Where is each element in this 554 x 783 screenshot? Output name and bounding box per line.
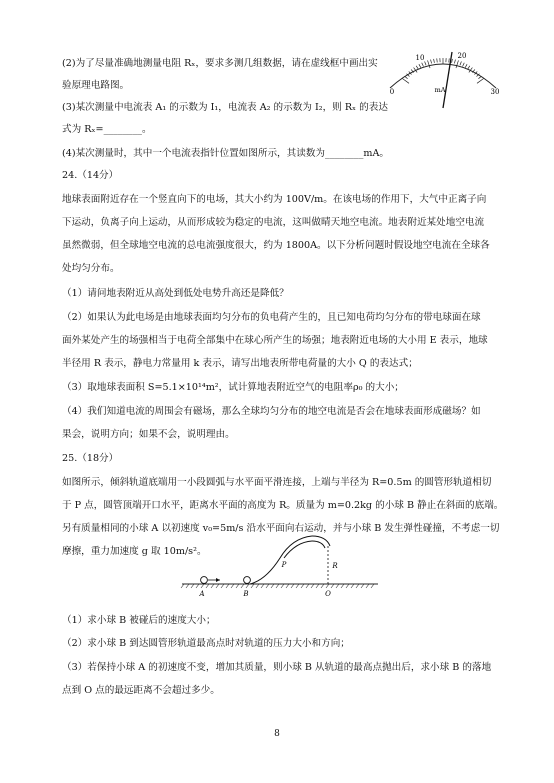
hatch-mark <box>366 584 369 588</box>
hatch-mark <box>336 584 339 588</box>
hatch-mark <box>271 584 274 588</box>
text-line: （4）我们知道电流的周围会有磁场，那么全球均匀分布的地空电流是否会在地球表面形成磁场？如 <box>62 406 481 417</box>
hatch-mark <box>326 584 329 588</box>
label-p: P <box>281 561 287 569</box>
hatch-mark <box>281 584 284 588</box>
dial-tick <box>416 66 418 69</box>
hatch-mark <box>266 584 269 588</box>
hatch-mark <box>311 584 314 588</box>
hatch-mark <box>361 584 364 588</box>
hatch-mark <box>301 584 304 588</box>
text-line: 如图所示，倾斜轨道底端用一小段圆弧与水平面平滑连接，上端与半径为 R=0.5m 的圆管形轨道相切 <box>62 477 492 488</box>
text-line: 式为 Rₓ=________。 <box>62 124 152 135</box>
text-line: 摩擦，重力加速度 g 取 10m/s²。 <box>62 546 207 557</box>
hatch-mark <box>316 584 319 588</box>
question-25-heading: 25.（18分） <box>62 453 119 464</box>
ball-b <box>244 577 251 584</box>
text-line: （3）取地球表面积 S=5.1×10¹⁴m²，试计算地表附近空气的电阻率ρ₀ 的大小； <box>62 382 404 393</box>
track-figure <box>180 520 380 602</box>
label-a: A <box>199 590 205 598</box>
text-line: 处均匀分布。 <box>62 263 120 274</box>
label-r: R <box>332 562 338 570</box>
text-line: （2）如果认为此电场是由地球表面均匀分布的负电荷产生的，且已知电荷均匀分布的带电球面在球 <box>62 312 481 323</box>
dial-tick <box>454 60 455 64</box>
text-line: （1）请问地表附近从高处到低处电势升高还是降低？ <box>62 288 289 299</box>
text-line: 虽然微弱，但全球地空电流的总电流强度很大，约为 1800A。以下分析问题时假设地空电流在全球各 <box>62 240 490 251</box>
hatch-mark <box>181 584 184 588</box>
dial-tick <box>425 62 426 66</box>
dial-tick <box>431 60 432 64</box>
pipe-inner-top <box>312 541 325 548</box>
dial-tick <box>422 63 424 67</box>
ammeter-dial-figure <box>382 30 504 110</box>
dial-tick <box>434 59 435 63</box>
hatch-mark <box>221 584 224 588</box>
dial-tick <box>468 66 470 69</box>
text-line: （1）求小球 B 被碰后的速度大小； <box>62 615 216 626</box>
ground-hatching <box>181 584 374 588</box>
question-24-heading: 24.（14分） <box>62 170 119 181</box>
dial-tick <box>452 59 453 63</box>
dial-tick-label: 20 <box>457 52 467 60</box>
ball-a <box>201 577 208 584</box>
hatch-mark <box>291 584 294 588</box>
pipe-inner-wall <box>284 541 312 558</box>
label-o: O <box>325 590 331 598</box>
hatch-mark <box>321 584 324 588</box>
dial-needle <box>443 52 452 108</box>
velocity-arrowhead <box>216 578 220 582</box>
dial-tick <box>456 60 458 68</box>
dial-tick <box>428 60 430 68</box>
hatch-mark <box>246 584 249 588</box>
dial-tick <box>449 58 450 62</box>
dial-unit-label: mA <box>434 86 446 94</box>
text-line: (4)某次测量时，其中一个电流表指针位置如图所示，其读数为________mA。 <box>62 148 390 159</box>
dial-tick <box>403 79 409 84</box>
text-line: （2）求小球 B 到达圆管形轨道最高点时对轨道的压力大小和方向； <box>62 638 350 649</box>
text-line: 点到 O 点的最远距离不会超过多少。 <box>62 685 220 696</box>
text-line: 地球表面附近存在一个竖直向下的电场，其大小约为 100V/m。在该电场的作用下，大气中正离子向 <box>62 194 487 205</box>
hatch-mark <box>211 584 214 588</box>
hatch-mark <box>286 584 289 588</box>
dial-tick-label: 30 <box>490 88 500 96</box>
text-line: （3）若保持小球 A 的初速度不变，增加其质量，则小球 B 从轨道的最高点抛出后，求小球 B 的落地 <box>62 662 492 673</box>
hatch-mark <box>231 584 234 588</box>
page-number: 8 <box>274 729 280 739</box>
hatch-mark <box>236 584 239 588</box>
dial-tick <box>463 63 465 67</box>
hatch-mark <box>251 584 254 588</box>
dial-tick <box>404 76 407 79</box>
dial-tick <box>419 64 421 68</box>
dial-tick <box>465 64 467 68</box>
hatch-mark <box>346 584 349 588</box>
hatch-mark <box>356 584 359 588</box>
hatch-mark <box>206 584 209 588</box>
label-b: B <box>243 590 249 598</box>
dial-tick <box>437 58 438 62</box>
text-line: 验原理电路图。 <box>62 80 130 91</box>
hatch-mark <box>226 584 229 588</box>
dial-tick-label: 10 <box>415 54 425 62</box>
hatch-mark <box>186 584 189 588</box>
text-line: 果会，说明方向；如果不会，说明理由。 <box>62 429 235 440</box>
text-line: (2)为了尽量准确地测量电阻 Rₓ，要求多测几组数据，请在虚线框中画出实 <box>62 58 378 69</box>
dial-tick <box>460 62 461 66</box>
hatch-mark <box>241 584 244 588</box>
hatch-mark <box>306 584 309 588</box>
hatch-mark <box>201 584 204 588</box>
dial-tick <box>477 79 483 84</box>
text-line: (3)某次测量中电流表 A₁ 的示数为 I₁，电流表 A₂ 的示数为 I₂，则 Rₓ 的表达 <box>62 102 388 113</box>
hatch-mark <box>196 584 199 588</box>
text-line: 面外某处产生的场强相当于电荷全部集中在球心所产生的场强；地表附近电场的大小用 E 表示，地球 <box>62 335 488 346</box>
hatch-mark <box>351 584 354 588</box>
text-line: 另有质量相同的小球 A 以初速度 v₀=5m/s 沿水平面向右运动，并与小球 B 发生弹性碰撞，不考虑一切 <box>62 523 500 534</box>
text-line: 于 P 点，圆管顶端开口水平，距离水平面的高度为 R。质量为 m=0.2kg 的小球 B 静止在斜面的底端。 <box>62 500 504 511</box>
hatch-mark <box>276 584 279 588</box>
hatch-mark <box>331 584 334 588</box>
text-line: 下运动，负离子向上运动，从而形成较为稳定的电流，这叫做晴天地空电流。地表附近某处地空电流 <box>62 217 485 228</box>
hatch-mark <box>256 584 259 588</box>
dial-tick <box>478 76 481 79</box>
hatch-mark <box>341 584 344 588</box>
text-line: 半径用 R 表示，静电力常量用 k 表示，请写出地表所带电荷量的大小 Q 的表达式； <box>62 358 418 369</box>
hatch-mark <box>261 584 264 588</box>
hatch-mark <box>296 584 299 588</box>
hatch-mark <box>191 584 194 588</box>
dial-arc <box>390 64 496 88</box>
hatch-mark <box>216 584 219 588</box>
dial-tick-label: 0 <box>389 88 395 96</box>
hatch-mark <box>371 584 374 588</box>
